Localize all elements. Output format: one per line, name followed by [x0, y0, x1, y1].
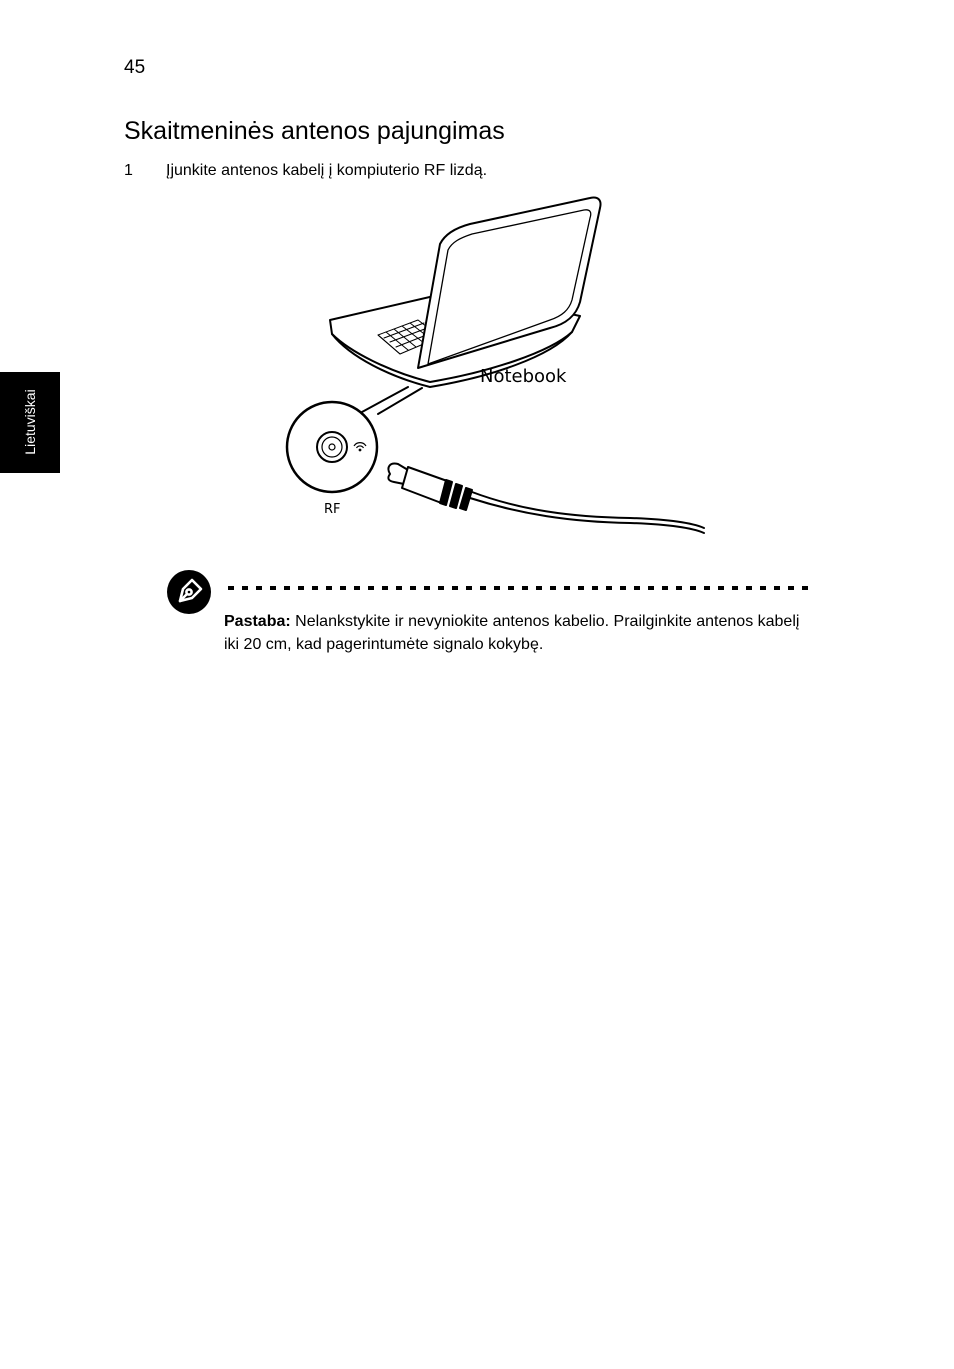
callout-line	[362, 387, 422, 414]
language-side-tab	[0, 372, 60, 473]
notebook-label: Notebook	[480, 366, 567, 387]
pen-nib-icon	[165, 568, 213, 616]
step-item	[124, 162, 487, 180]
illustration-svg	[280, 192, 720, 542]
step-number: 1	[124, 162, 133, 179]
section-title: Skaitmeninės antenos pajungimas	[124, 117, 505, 145]
note-label: Pastaba:	[224, 613, 291, 630]
page-number: 45	[124, 57, 146, 78]
side-tab-label: Lietuviškai	[22, 389, 38, 455]
rf-port-callout	[287, 402, 377, 492]
note-paragraph	[224, 610, 804, 656]
antenna-cable	[388, 464, 704, 533]
step-text: Įjunkite antenos kabelį į kompiuterio RF lizdą.	[166, 162, 488, 179]
antenna-connection-illustration	[280, 192, 720, 542]
rf-label: RF	[324, 502, 341, 517]
note-body: Nelankstykite ir nevyniokite antenos kabelio. Prailginkite antenos kabelį iki 20 cm, kad pagerintumėte signalo kokybę.	[224, 613, 800, 653]
note-divider	[226, 585, 810, 591]
